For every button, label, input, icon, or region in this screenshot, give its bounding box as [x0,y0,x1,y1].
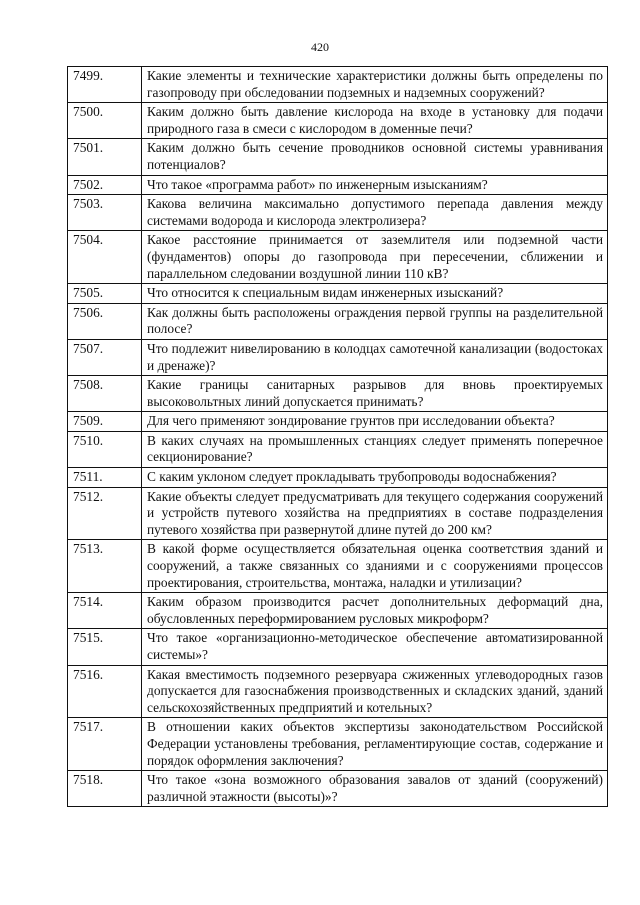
question-text: Какова величина максимально допустимого перепада давления между системами водорода и кислорода электролизера? [142,195,608,231]
table-row [68,468,608,488]
question-number: 7518. [68,771,142,807]
table-row [68,593,608,629]
question-text: Что относится к специальным видам инженерных изысканий? [142,284,608,304]
table-row [68,67,608,103]
question-number: 7509. [68,412,142,432]
table-row [68,718,608,771]
table-row [68,139,608,175]
table-row [68,771,608,807]
table-row [68,175,608,195]
question-number: 7511. [68,468,142,488]
table-row [68,284,608,304]
question-number: 7505. [68,284,142,304]
question-text: Каким должно быть давление кислорода на входе в установку для подачи природного газа в смеси с кислородом в доменные печи? [142,103,608,139]
question-number: 7506. [68,303,142,339]
table-row [68,103,608,139]
page-number: 420 [311,40,329,54]
question-number: 7499. [68,67,142,103]
question-text: Какая вместимость подземного резервуара сжиженных углеводородных газов допускается для газоснабжения производственных и складских зданий, зданий сельскохозяйственных предприятий и котельных? [142,665,608,718]
question-number: 7513. [68,540,142,593]
question-text: Как должны быть расположены ограждения первой группы на разделительной полосе? [142,303,608,339]
table-row [68,540,608,593]
question-text: Для чего применяют зондирование грунтов при исследовании объекта? [142,412,608,432]
question-number: 7514. [68,593,142,629]
question-text: Что подлежит нивелированию в колодцах самотечной канализации (водостоках и дренаже)? [142,339,608,375]
question-text: В отношении каких объектов экспертизы законодательством Российской Федерации установлены требования, регламентирующие состав, содержание и порядок оформления заключения? [142,718,608,771]
table-row [68,231,608,284]
table-row [68,376,608,412]
table-row [68,412,608,432]
question-text: Что такое «программа работ» по инженерным изысканиям? [142,175,608,195]
table-row [68,665,608,718]
question-number: 7501. [68,139,142,175]
question-number: 7508. [68,376,142,412]
question-text: Какие объекты следует предусматривать для текущего содержания сооружений и устройств путевого хозяйства на предприятиях в составе подразделения путевого хозяйства при развернутой длине путей до 200 км? [142,487,608,540]
question-number: 7516. [68,665,142,718]
question-number: 7500. [68,103,142,139]
question-text: В каких случаях на промышленных станциях следует применять поперечное секционирование? [142,431,608,467]
question-number: 7510. [68,431,142,467]
question-number: 7515. [68,629,142,665]
questions-table [67,66,608,807]
questions-table-body [68,67,608,807]
question-number: 7517. [68,718,142,771]
table-row [68,339,608,375]
table-row [68,431,608,467]
question-text: Каким образом производится расчет дополнительных деформаций дна, обусловленных переформированием русловых микроформ? [142,593,608,629]
question-text: Что такое «зона возможного образования завалов от зданий (сооружений) различной этажности (высоты)»? [142,771,608,807]
question-text: Какие элементы и технические характеристики должны быть определены по газопроводу при обследовании подземных и надземных сооружений? [142,67,608,103]
question-number: 7512. [68,487,142,540]
table-row [68,629,608,665]
question-text: Что такое «организационно-методическое обеспечение автоматизированной системы»? [142,629,608,665]
table-row [68,195,608,231]
question-text: Какие границы санитарных разрывов для вновь проектируемых высоковольтных линий допускается принимать? [142,376,608,412]
question-number: 7504. [68,231,142,284]
table-row [68,303,608,339]
question-number: 7503. [68,195,142,231]
question-number: 7502. [68,175,142,195]
question-text: Какое расстояние принимается от заземлителя или подземной части (фундаментов) опоры до газопровода при пересечении, сближении и параллельном следовании воздушной линии 110 кВ? [142,231,608,284]
question-number: 7507. [68,339,142,375]
question-text: С каким уклоном следует прокладывать трубопроводы водоснабжения? [142,468,608,488]
question-text: В какой форме осуществляется обязательная оценка соответствия зданий и сооружений, а также связанных со зданиями и с сооружениями процессов проектирования, строительства, монтажа, наладки и утилизации? [142,540,608,593]
question-text: Каким должно быть сечение проводников основной системы уравнивания потенциалов? [142,139,608,175]
table-row [68,487,608,540]
